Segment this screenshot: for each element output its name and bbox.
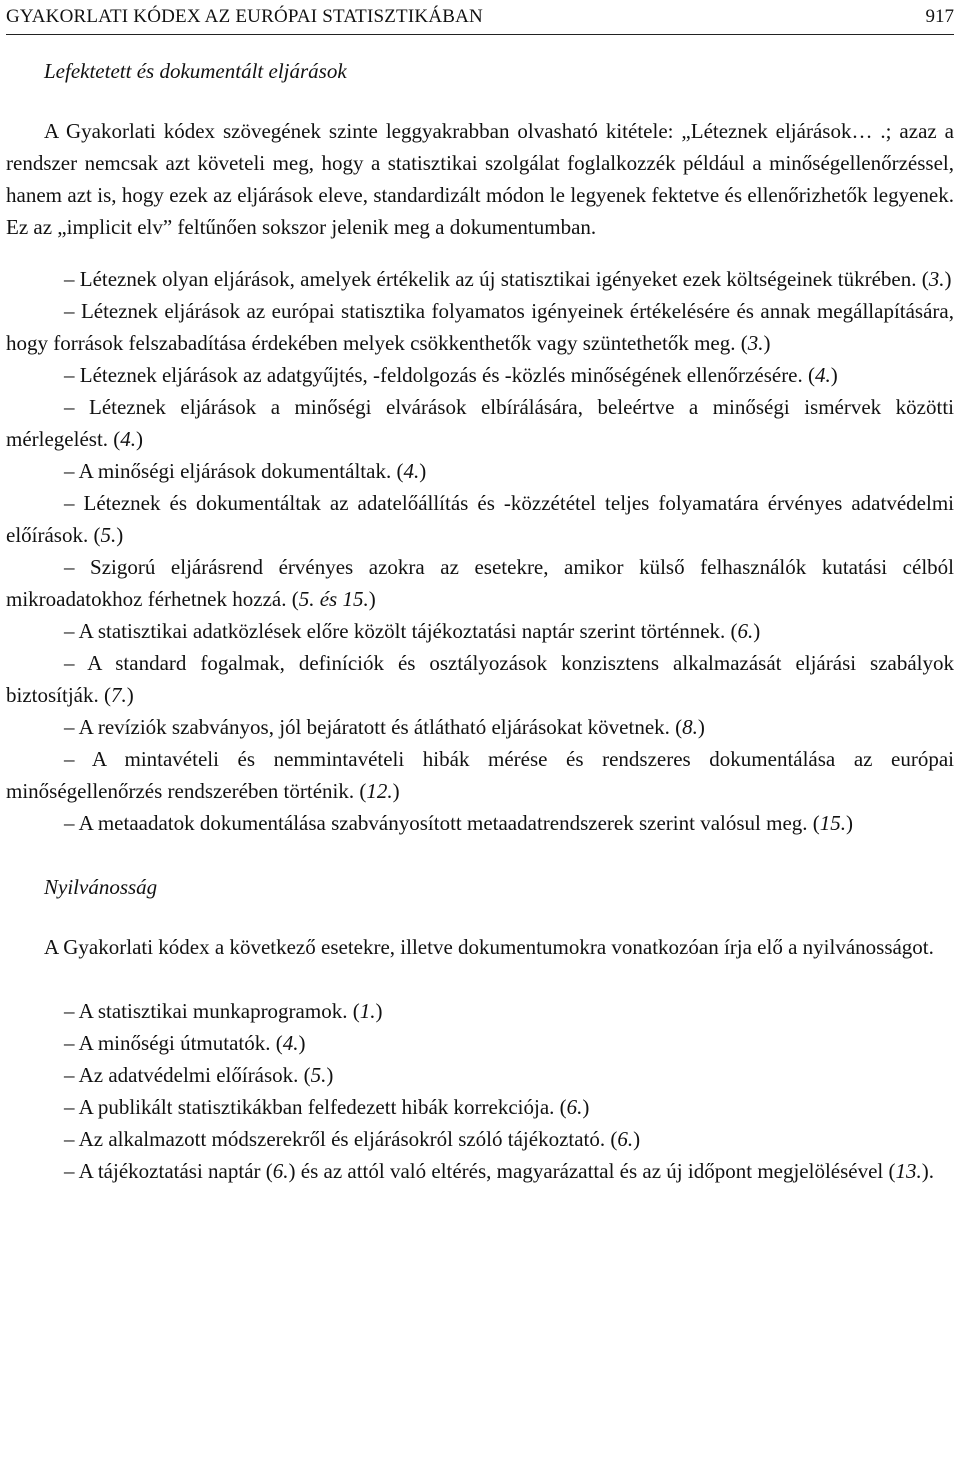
list-item: – Léteznek eljárások a minőségi elvárások elbírálására, beleértve a minőségi ismérvek közötti mérlegelést. (4.) [6, 395, 954, 451]
list-item: – A publikált statisztikákban felfedezett hibák korrekciója. (6.) [64, 1095, 590, 1119]
list-item: – A minőségi eljárások dokumentáltak. (4.) [64, 459, 427, 483]
list-item: – Léteznek olyan eljárások, amelyek értékelik az új statisztikai igényeket ezek költségeinek tükrében. (3.) [64, 267, 952, 291]
page-number: 917 [925, 6, 954, 27]
list-item: – A standard fogalmak, definíciók és osztályozások konzisztens alkalmazását eljárási szabályok biztosítják. (7.) [6, 651, 954, 707]
section-heading-publicity: Nyilvánosság [44, 875, 158, 899]
list-item: – Léteznek eljárások az európai statisztika folyamatos igényeinek értékelésére és annak megállapítására, hogy források felszabadítása érdekében melyek csökkenthetők vagy szüntethetők meg. (3.) [6, 299, 954, 355]
list-item: – A metaadatok dokumentálása szabványosított metaadatrendszerek szerint valósul meg. (15.) [64, 811, 854, 835]
running-head-title: GYAKORLATI KÓDEX AZ EURÓPAI STATISZTIKÁBAN [6, 6, 483, 27]
list-item: – Léteznek és dokumentáltak az adatelőállítás és -közzététel teljes folyamatára érvényes adatvédelmi előírások. (5.) [6, 491, 954, 547]
document-page [6, 0, 954, 1187]
list-item: – A statisztikai munkaprogramok. (1.) [64, 999, 383, 1023]
list-item: – Szigorú eljárásrend érvényes azokra az esetekre, amikor külső felhasználók kutatási célból mikroadatokhoz férhetnek hozzá. (5. és 15.) [6, 555, 954, 611]
list-item: – Az alkalmazott módszerekről és eljárásokról szóló tájékoztató. (6.) [64, 1127, 641, 1151]
list-item: – A tájékoztatási naptár (6.) és az attól való eltérés, magyarázattal és az új időpont megjelölésével (13.). [64, 1159, 935, 1183]
list-item: – A mintavételi és nemmintavételi hibák mérése és rendszeres dokumentálása az európai minőségellenőrzés rendszerében történik. (12.) [6, 747, 954, 803]
publicity-list [6, 995, 954, 1187]
list-item: – Az adatvédelmi előírások. (5.) [64, 1063, 334, 1087]
list-item: – A statisztikai adatközlések előre közölt tájékoztatási naptár szerint történnek. (6.) [64, 619, 761, 643]
procedures-list [6, 263, 954, 839]
list-item: – A minőségi útmutatók. (4.) [64, 1031, 306, 1055]
section-intro-procedures: A Gyakorlati kódex szövegének szinte leggyakrabban olvasható kitétele: „Léteznek eljárások… .; azaz a rendszer nemcsak azt követeli meg, hogy a statisztikai szolgálat foglalkozzék például a minőségellenőrzéssel, hanem azt is, hogy ezek az eljárások eleve, standardizált módon le legyenek fektetve és ellenőrizhetők legyenek. Ez az „implicit elv” feltűnően sokszor jelenik meg a dokumentumban. [6, 119, 954, 239]
list-item: – Léteznek eljárások az adatgyűjtés, -feldolgozás és -közlés minőségének ellenőrzésére. (4.) [64, 363, 838, 387]
list-item: – A revíziók szabványos, jól bejáratott és átlátható eljárásokat követnek. (8.) [64, 715, 705, 739]
section-heading-procedures: Lefektetett és dokumentált eljárások [44, 59, 347, 83]
section-intro-publicity: A Gyakorlati kódex a következő esetekre, illetve dokumentumokra vonatkozóan írja elő a nyilvánosságot. [44, 935, 934, 959]
running-head [6, 0, 954, 35]
